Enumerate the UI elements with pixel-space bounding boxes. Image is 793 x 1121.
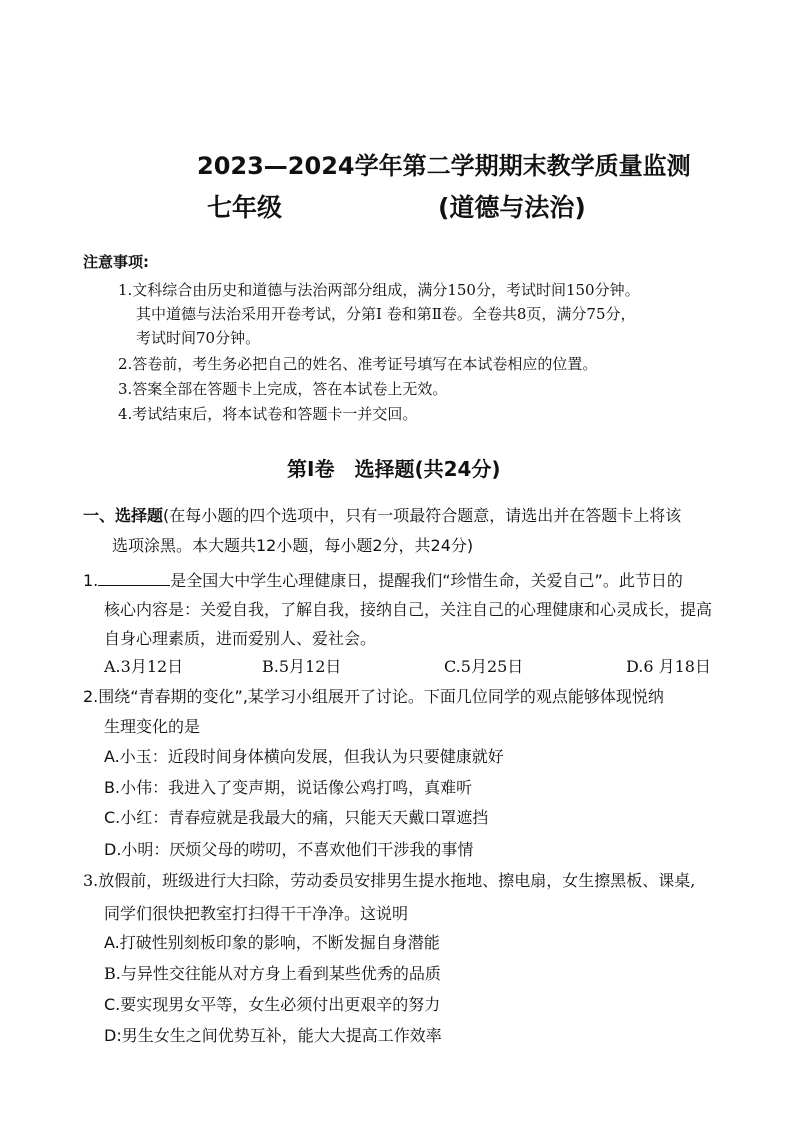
notice-line: 1.文科综合由历史和道德与法治两部分组成，满分150分，考试时间150分钟。: [118, 281, 640, 299]
notice-line: 2.答卷前，考生务必把自己的姓名、准考证号填写在本试卷相应的位置。: [118, 355, 598, 373]
option-a: A.小玉：近段时间身体横向发展，但我认为只要健康就好: [104, 747, 504, 766]
part1-label: 一、选择题: [83, 506, 164, 525]
option-d: D.小明：厌烦父母的唠叨，不喜欢他们干涉我的事情: [104, 840, 474, 859]
question-number: 3.: [83, 871, 99, 890]
question-stem: 放假前，班级进行大扫除，劳动委员安排男生提水拖地、擦电扇，女生擦黑板、课桌,: [98, 871, 696, 890]
notice-line: 4.考试结束后，将本试卷和答题卡一并交回。: [118, 405, 418, 423]
part1-instruction: [83, 503, 681, 526]
question-stem: 核心内容是：关爱自我，了解自我，接纳自己，关注自己的心理健康和心灵成长，提高: [104, 600, 713, 619]
question-2-line1: [83, 684, 664, 707]
option-b: B.5月12日: [262, 657, 342, 676]
option-b: B.与异性交往能从对方身上看到某些优秀的品质: [104, 964, 441, 983]
option-a: A.3月12日: [104, 657, 184, 676]
part1-instruction-line2: 选项涂黑。本大题共12小题，每小题2分，共24分): [112, 536, 474, 555]
question-3-line1: [83, 868, 695, 891]
answer-blank: [98, 571, 170, 586]
question-number: 1.: [83, 571, 99, 590]
question-stem: 生理变化的是: [104, 717, 201, 736]
notice-line: 3.答案全部在答题卡上完成，答在本试卷上无效。: [118, 380, 448, 398]
exam-subject: (道德与法治): [438, 193, 586, 222]
part1-instruction-line1: (在每小题的四个选项中，只有一项最符合题意，请选出并在答题卡上将该: [163, 506, 682, 525]
question-1-line1: [83, 568, 683, 591]
question-number: 2.: [83, 687, 99, 706]
question-stem: 同学们很快把教室打扫得干干净净。这说明: [104, 904, 409, 923]
option-b: B.小伟：我进入了变声期，说话像公鸡打鸣，真难听: [104, 778, 473, 797]
option-c: C.要实现男女平等，女生必须付出更艰辛的努力: [104, 995, 441, 1014]
option-c: C.小红：青春痘就是我最大的痛，只能天天戴口罩遮挡: [104, 808, 489, 827]
option-c: C.5月25日: [444, 657, 524, 676]
question-stem: 自身心理素质，进而爱别人、爱社会。: [104, 629, 377, 648]
notice-line: 考试时间70分钟。: [136, 329, 261, 347]
notice-heading: 注意事项:: [83, 253, 149, 271]
option-d: D:男生女生之间优势互补，能大大提高工作效率: [104, 1026, 442, 1045]
notice-line: 其中道德与法治采用开卷考试，分第I 卷和第Ⅱ卷。全卷共8页，满分75分，: [136, 305, 636, 323]
option-a: A.打破性别刻板印象的影响，不断发掘自身潜能: [104, 933, 440, 952]
option-d: D.6 月18日: [626, 657, 711, 676]
exam-title: 2023—2024学年第二学期期末教学质量监测: [197, 152, 691, 180]
question-stem: 是全国大中学生心理健康日，提醒我们“珍惜生命，关爱自己”。此节日的: [170, 571, 683, 590]
question-stem: 围绕“青春期的变化”,某学习小组展开了讨论。下面几位同学的观点能够体现悦纳: [98, 687, 664, 706]
section-title: 第I卷 选择题(共24分): [287, 457, 501, 481]
exam-grade: 七年级: [207, 193, 283, 222]
